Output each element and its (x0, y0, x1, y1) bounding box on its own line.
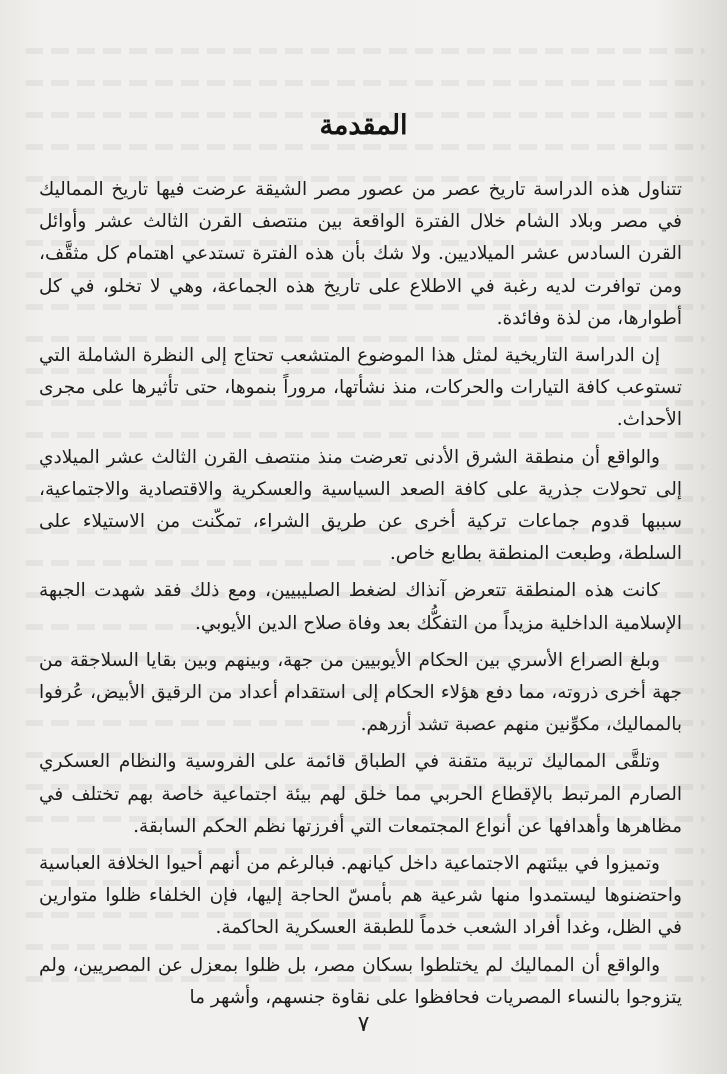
paragraph: والواقع أن المماليك لم يختلطوا بسكان مصر، بل ظلوا بمعزل عن المصريين، ولم يتزوجوا بالنساء المصريات فحافظوا على نقاوة جنسهم، وأشهر ما (39, 954, 682, 1008)
page-title: المقدمة (319, 110, 408, 141)
paragraph: وتلقَّى المماليك تربية متقنة في الطباق قائمة على الفروسية والنظام العسكري الصارم المرتبط بالإقطاع الحربي مما خلق لهم بيئة اجتماعية خاصة بهم تختلف في مظاهرها وأهدافها عن أنواع المجتمعات التي أفرزتها نظم الحكم السابقة. (39, 751, 682, 837)
paragraph: كانت هذه المنطقة تتعرض آنذاك لضغط الصليبيين، ومع ذلك فقد شهدت الجبهة الإسلامية الداخلية مزيداً من التفكُّك بعد وفاة صلاح الدين الأيوبي. (39, 580, 682, 634)
paragraph: إن الدراسة التاريخية لمثل هذا الموضوع المتشعب تحتاج إلى النظرة الشاملة التي تستوعب كافة التيارات والحركات، منذ نشأتها، مروراً بنموها، حتى تأثيرها على مجرى الأحداث. (39, 345, 682, 431)
body-text (39, 174, 682, 1019)
page-number: ٧ (357, 1012, 370, 1037)
paragraph: والواقع أن منطقة الشرق الأدنى تعرضت منذ منتصف القرن الثالث عشر الميلادي إلى تحولات جذرية على كافة الصعد السياسية والعسكرية والاقتصادية والاجتماعية، سببها قدوم جماعات تركية أخرى عن طريق الشراء، تمكّنت من الاستيلاء على السلطة، وطبعت المنطقة بطابع خاص. (39, 446, 682, 565)
paragraph: تتناول هذه الدراسة تاريخ عصر من عصور مصر الشيقة عرضت فيها تاريخ المماليك في مصر وبلاد الشام خلال الفترة الواقعة بين منتصف القرن الثالث عشر وأوائل القرن السادس عشر الميلاديين. ولا شك بأن هذه الفترة تستدعي اهتمام كل مثقَّف، ومن توافرت لديه رغبة في الاطلاع على تاريخ هذه الجماعة، وهي لا تخلو، في كل أطوارها، من لذة وفائدة. (39, 179, 682, 329)
paragraph: وبلغ الصراع الأسري بين الحكام الأيوبيين من جهة، وبينهم وبين بقايا السلاجقة من جهة أخرى ذروته، مما دفع هؤلاء الحكام إلى استقدام أعداد من الرقيق الأبيض، عُرفوا بالمماليك، مكوِّنين منهم عصبة تشد أزرهم. (39, 649, 682, 736)
paragraph: وتميزوا في بيئتهم الاجتماعية داخل كيانهم. فبالرغم من أنهم أحيوا الخلافة العباسية واحتضنوها ليستمدوا منها شرعية هم بأمسّ الحاجة إليها، فإن الخلفاء ظلوا متوارين في الظل، وغدا أفراد الشعب خدماً للطبقة العسكرية الحاكمة. (39, 853, 682, 939)
